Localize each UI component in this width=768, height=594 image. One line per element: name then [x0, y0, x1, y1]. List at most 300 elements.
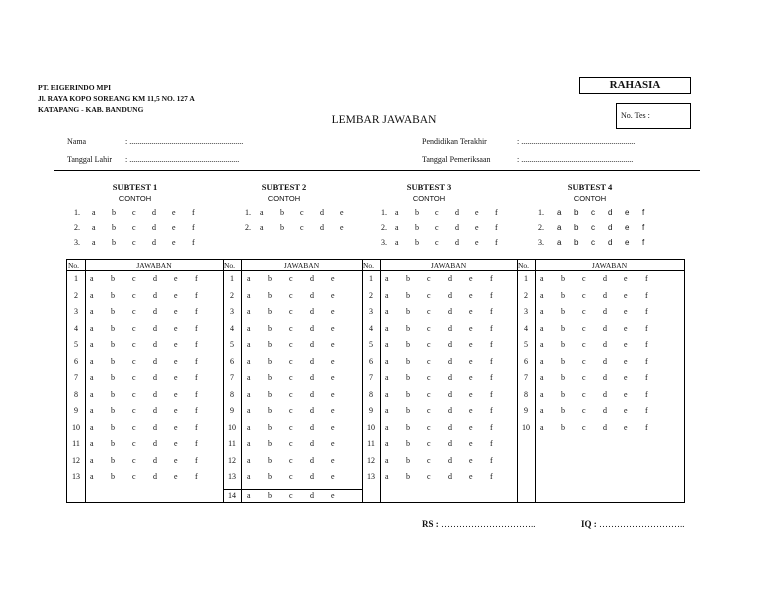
answer-option[interactable]: b — [111, 290, 115, 300]
answer-option[interactable]: c — [582, 422, 586, 432]
answer-option[interactable]: d — [448, 439, 452, 448]
answer-option[interactable]: e — [331, 422, 335, 432]
answer-option[interactable]: c — [132, 356, 136, 366]
answer-option[interactable]: f — [195, 323, 198, 333]
answer-option[interactable]: d — [310, 439, 314, 448]
answer-option[interactable]: a — [90, 323, 94, 333]
answer-option[interactable]: d — [310, 406, 314, 415]
answer-option[interactable]: d — [310, 356, 314, 366]
answer-option[interactable]: a — [385, 356, 389, 366]
answer-option[interactable]: a — [90, 389, 94, 399]
answer-option[interactable]: c — [427, 340, 431, 349]
answer-option[interactable]: f — [645, 422, 648, 432]
example-option[interactable]: c — [132, 223, 136, 232]
answer-option[interactable]: a — [90, 373, 94, 382]
answer-option[interactable]: d — [603, 307, 607, 316]
example-option[interactable]: d — [455, 238, 459, 247]
example-option[interactable]: b — [574, 238, 579, 247]
answer-option[interactable]: a — [90, 340, 94, 349]
example-option[interactable]: c — [591, 223, 595, 232]
example-option[interactable]: c — [435, 208, 439, 217]
answer-option[interactable]: d — [153, 389, 157, 399]
answer-option[interactable]: d — [448, 422, 452, 432]
answer-option[interactable]: b — [111, 389, 115, 399]
answer-option[interactable]: b — [406, 406, 410, 415]
answer-option[interactable]: b — [268, 356, 272, 366]
answer-option[interactable]: a — [90, 439, 94, 448]
answer-option[interactable]: c — [132, 323, 136, 333]
answer-option[interactable]: f — [645, 274, 648, 283]
answer-option[interactable]: e — [174, 356, 178, 366]
answer-option[interactable]: e — [469, 274, 473, 283]
answer-option[interactable]: c — [582, 274, 586, 283]
example-option[interactable]: d — [608, 238, 613, 247]
answer-option[interactable]: b — [111, 373, 115, 382]
answer-option[interactable]: b — [111, 472, 115, 481]
answer-option[interactable]: c — [289, 455, 293, 465]
answer-option[interactable]: f — [490, 422, 493, 432]
answer-option[interactable]: a — [540, 422, 544, 432]
answer-option[interactable]: b — [268, 389, 272, 399]
answer-option[interactable]: a — [247, 389, 251, 399]
answer-option[interactable]: b — [268, 274, 272, 283]
answer-option[interactable]: d — [448, 290, 452, 300]
example-option[interactable]: e — [475, 208, 479, 217]
answer-option[interactable]: d — [603, 356, 607, 366]
answer-option[interactable]: e — [469, 439, 473, 448]
example-option[interactable]: a — [260, 208, 264, 217]
answer-option[interactable]: b — [406, 323, 410, 333]
answer-option[interactable]: a — [385, 455, 389, 465]
answer-option[interactable]: b — [111, 323, 115, 333]
answer-option[interactable]: d — [153, 274, 157, 283]
answer-option[interactable]: c — [427, 439, 431, 448]
answer-option[interactable]: e — [469, 472, 473, 481]
answer-option[interactable]: e — [469, 389, 473, 399]
answer-option[interactable]: d — [310, 340, 314, 349]
answer-option[interactable]: b — [111, 439, 115, 448]
answer-option[interactable]: b — [406, 422, 410, 432]
answer-option[interactable]: a — [90, 356, 94, 366]
answer-option[interactable]: e — [469, 373, 473, 382]
example-option[interactable]: e — [625, 238, 630, 247]
field-tanggal-pemeriksaan[interactable] — [422, 155, 682, 165]
example-option[interactable]: b — [415, 223, 419, 232]
answer-option[interactable]: c — [289, 439, 293, 448]
answer-option[interactable]: c — [582, 406, 586, 415]
answer-option[interactable]: f — [645, 406, 648, 415]
answer-option[interactable]: f — [195, 455, 198, 465]
example-option[interactable]: d — [152, 223, 156, 232]
answer-option[interactable]: c — [289, 406, 293, 415]
answer-option[interactable]: e — [174, 389, 178, 399]
example-option[interactable]: a — [395, 238, 399, 247]
answer-option[interactable]: c — [289, 290, 293, 300]
answer-option[interactable]: d — [310, 373, 314, 382]
answer-option[interactable]: d — [603, 290, 607, 300]
answer-option[interactable]: e — [469, 356, 473, 366]
example-option[interactable]: d — [152, 238, 156, 247]
example-option[interactable]: a — [395, 223, 399, 232]
answer-option[interactable]: b — [268, 307, 272, 316]
example-option[interactable]: a — [92, 223, 96, 232]
example-option[interactable]: e — [172, 223, 176, 232]
example-option[interactable]: f — [495, 238, 498, 247]
answer-option[interactable]: c — [427, 373, 431, 382]
example-option[interactable]: e — [172, 208, 176, 217]
example-option[interactable]: d — [455, 223, 459, 232]
answer-option[interactable]: c — [132, 472, 136, 481]
example-option[interactable]: c — [300, 208, 304, 217]
answer-option[interactable]: d — [310, 389, 314, 399]
answer-option[interactable]: a — [247, 356, 251, 366]
answer-option[interactable]: f — [195, 472, 198, 481]
answer-option[interactable]: b — [111, 356, 115, 366]
answer-option[interactable]: b — [406, 340, 410, 349]
answer-option[interactable]: a — [247, 490, 251, 500]
answer-option[interactable]: d — [153, 406, 157, 415]
example-option[interactable]: a — [395, 208, 399, 217]
answer-option[interactable]: e — [331, 406, 335, 415]
answer-option[interactable]: c — [289, 274, 293, 283]
answer-option[interactable]: c — [427, 389, 431, 399]
answer-option[interactable]: c — [132, 389, 136, 399]
answer-option[interactable]: d — [153, 439, 157, 448]
answer-option[interactable]: c — [289, 356, 293, 366]
answer-option[interactable]: a — [385, 340, 389, 349]
answer-option[interactable]: f — [645, 373, 648, 382]
answer-option[interactable]: e — [469, 290, 473, 300]
answer-option[interactable]: f — [645, 323, 648, 333]
answer-option[interactable]: b — [406, 472, 410, 481]
answer-option[interactable]: f — [490, 356, 493, 366]
answer-option[interactable]: e — [174, 422, 178, 432]
answer-option[interactable]: d — [310, 422, 314, 432]
answer-option[interactable]: c — [289, 422, 293, 432]
answer-option[interactable]: b — [406, 439, 410, 448]
answer-option[interactable]: f — [490, 290, 493, 300]
answer-option[interactable]: b — [111, 307, 115, 316]
answer-option[interactable]: c — [132, 274, 136, 283]
answer-option[interactable]: f — [490, 406, 493, 415]
example-option[interactable]: c — [435, 238, 439, 247]
answer-option[interactable]: d — [603, 406, 607, 415]
answer-option[interactable]: c — [132, 439, 136, 448]
answer-option[interactable]: d — [310, 290, 314, 300]
answer-option[interactable]: c — [582, 340, 586, 349]
answer-option[interactable]: e — [331, 340, 335, 349]
answer-option[interactable]: b — [406, 373, 410, 382]
answer-option[interactable]: d — [153, 290, 157, 300]
answer-option[interactable]: b — [406, 455, 410, 465]
answer-option[interactable]: c — [289, 307, 293, 316]
example-option[interactable]: a — [92, 208, 96, 217]
answer-option[interactable]: d — [153, 422, 157, 432]
answer-option[interactable]: e — [624, 389, 628, 399]
field-pendidikan-value[interactable]: : ......................................................... — [517, 137, 636, 146]
answer-option[interactable]: d — [153, 356, 157, 366]
answer-option[interactable]: f — [490, 455, 493, 465]
answer-option[interactable]: e — [624, 307, 628, 316]
answer-option[interactable]: c — [132, 422, 136, 432]
answer-option[interactable]: e — [331, 323, 335, 333]
answer-option[interactable]: f — [490, 389, 493, 399]
answer-option[interactable]: d — [153, 307, 157, 316]
iq-dots[interactable]: ……………………….. — [599, 519, 685, 529]
answer-option[interactable]: c — [582, 307, 586, 316]
answer-option[interactable]: c — [427, 422, 431, 432]
answer-option[interactable]: f — [490, 274, 493, 283]
answer-option[interactable]: c — [289, 340, 293, 349]
example-option[interactable]: c — [435, 223, 439, 232]
answer-option[interactable]: a — [540, 290, 544, 300]
answer-option[interactable]: f — [645, 356, 648, 366]
answer-option[interactable]: b — [268, 455, 272, 465]
answer-option[interactable]: c — [132, 290, 136, 300]
field-pendidikan[interactable] — [422, 137, 682, 147]
answer-option[interactable]: d — [448, 307, 452, 316]
example-option[interactable]: d — [152, 208, 156, 217]
answer-option[interactable]: e — [331, 356, 335, 366]
field-tanggal-lahir[interactable] — [67, 155, 367, 165]
answer-option[interactable]: c — [427, 472, 431, 481]
answer-option[interactable]: a — [90, 290, 94, 300]
answer-option[interactable]: b — [406, 389, 410, 399]
answer-option[interactable]: d — [310, 472, 314, 481]
answer-option[interactable]: e — [331, 439, 335, 448]
answer-option[interactable]: e — [174, 307, 178, 316]
answer-option[interactable]: b — [561, 323, 565, 333]
answer-option[interactable]: e — [174, 290, 178, 300]
answer-option[interactable]: e — [331, 455, 335, 465]
answer-option[interactable]: d — [603, 323, 607, 333]
answer-option[interactable]: e — [469, 307, 473, 316]
answer-option[interactable]: a — [90, 422, 94, 432]
answer-option[interactable]: a — [385, 307, 389, 316]
answer-option[interactable]: f — [195, 422, 198, 432]
answer-option[interactable]: c — [427, 307, 431, 316]
answer-option[interactable]: d — [448, 356, 452, 366]
answer-option[interactable]: e — [174, 472, 178, 481]
answer-option[interactable]: d — [603, 389, 607, 399]
answer-option[interactable]: b — [406, 290, 410, 300]
answer-option[interactable]: b — [406, 356, 410, 366]
example-option[interactable]: f — [642, 238, 645, 247]
field-nama-value[interactable]: : ......................................................... — [125, 137, 244, 146]
answer-option[interactable]: c — [289, 490, 293, 500]
answer-option[interactable]: a — [385, 274, 389, 283]
example-option[interactable]: b — [112, 208, 116, 217]
answer-option[interactable]: c — [582, 290, 586, 300]
answer-option[interactable]: b — [268, 490, 272, 500]
example-option[interactable]: e — [475, 238, 479, 247]
answer-option[interactable]: e — [331, 290, 335, 300]
answer-option[interactable]: b — [561, 406, 565, 415]
rs-dots[interactable]: ………………………….. — [438, 519, 536, 529]
answer-option[interactable]: f — [645, 389, 648, 399]
answer-option[interactable]: a — [247, 274, 251, 283]
answer-option[interactable]: b — [561, 307, 565, 316]
example-option[interactable]: d — [320, 208, 324, 217]
answer-option[interactable]: c — [132, 340, 136, 349]
answer-option[interactable]: f — [195, 406, 198, 415]
answer-option[interactable]: a — [540, 274, 544, 283]
answer-option[interactable]: c — [427, 356, 431, 366]
answer-option[interactable]: e — [174, 406, 178, 415]
answer-option[interactable]: c — [427, 406, 431, 415]
answer-option[interactable]: b — [268, 406, 272, 415]
answer-option[interactable]: f — [490, 340, 493, 349]
answer-option[interactable]: a — [385, 290, 389, 300]
answer-option[interactable]: f — [645, 307, 648, 316]
answer-option[interactable]: d — [310, 323, 314, 333]
answer-option[interactable]: e — [624, 340, 628, 349]
answer-option[interactable]: f — [195, 274, 198, 283]
example-option[interactable]: c — [591, 208, 595, 217]
answer-option[interactable]: f — [490, 307, 493, 316]
answer-option[interactable]: f — [490, 439, 493, 448]
answer-option[interactable]: b — [268, 323, 272, 333]
answer-option[interactable]: a — [540, 323, 544, 333]
answer-option[interactable]: a — [385, 406, 389, 415]
answer-option[interactable]: d — [603, 422, 607, 432]
answer-option[interactable]: a — [247, 406, 251, 415]
example-option[interactable]: e — [172, 238, 176, 247]
answer-option[interactable]: e — [469, 340, 473, 349]
answer-option[interactable]: d — [448, 472, 452, 481]
answer-option[interactable]: a — [385, 389, 389, 399]
example-option[interactable]: a — [260, 223, 264, 232]
answer-option[interactable]: e — [469, 422, 473, 432]
answer-option[interactable]: f — [645, 340, 648, 349]
answer-option[interactable]: a — [247, 472, 251, 481]
answer-option[interactable]: d — [153, 455, 157, 465]
field-tanggal-pemeriksaan-value[interactable]: : ........................................................ — [517, 155, 634, 164]
example-option[interactable]: f — [495, 208, 498, 217]
answer-option[interactable]: e — [624, 274, 628, 283]
answer-option[interactable]: c — [289, 323, 293, 333]
answer-option[interactable]: a — [540, 356, 544, 366]
answer-option[interactable]: d — [448, 455, 452, 465]
answer-option[interactable]: a — [247, 290, 251, 300]
answer-option[interactable]: e — [624, 290, 628, 300]
answer-option[interactable]: b — [561, 290, 565, 300]
answer-option[interactable]: a — [385, 323, 389, 333]
answer-option[interactable]: f — [195, 356, 198, 366]
example-option[interactable]: b — [574, 208, 579, 217]
answer-option[interactable]: a — [247, 323, 251, 333]
example-option[interactable]: f — [495, 223, 498, 232]
example-option[interactable]: b — [415, 208, 419, 217]
answer-option[interactable]: a — [385, 439, 389, 448]
answer-option[interactable]: f — [490, 472, 493, 481]
answer-option[interactable]: a — [385, 422, 389, 432]
answer-option[interactable]: e — [174, 455, 178, 465]
answer-option[interactable]: b — [268, 373, 272, 382]
example-option[interactable]: f — [192, 208, 195, 217]
answer-option[interactable]: c — [582, 389, 586, 399]
answer-option[interactable]: d — [310, 490, 314, 500]
answer-option[interactable]: e — [174, 323, 178, 333]
example-option[interactable]: c — [132, 208, 136, 217]
answer-option[interactable]: b — [111, 340, 115, 349]
example-option[interactable]: e — [340, 223, 344, 232]
answer-option[interactable]: a — [540, 389, 544, 399]
example-option[interactable]: b — [280, 223, 284, 232]
answer-option[interactable]: e — [174, 373, 178, 382]
answer-option[interactable]: c — [132, 307, 136, 316]
example-option[interactable]: f — [642, 223, 645, 232]
answer-option[interactable]: b — [268, 472, 272, 481]
example-option[interactable]: a — [92, 238, 96, 247]
answer-option[interactable]: a — [385, 472, 389, 481]
answer-option[interactable]: b — [111, 422, 115, 432]
answer-option[interactable]: f — [195, 307, 198, 316]
answer-option[interactable]: f — [195, 389, 198, 399]
answer-option[interactable]: c — [582, 356, 586, 366]
answer-option[interactable]: e — [624, 373, 628, 382]
example-option[interactable]: b — [112, 238, 116, 247]
answer-option[interactable]: c — [289, 472, 293, 481]
answer-option[interactable]: c — [132, 373, 136, 382]
answer-option[interactable]: d — [310, 455, 314, 465]
answer-option[interactable]: c — [427, 274, 431, 283]
answer-option[interactable]: f — [490, 373, 493, 382]
answer-option[interactable]: b — [561, 373, 565, 382]
example-option[interactable]: d — [455, 208, 459, 217]
answer-option[interactable]: b — [268, 340, 272, 349]
answer-option[interactable]: d — [448, 274, 452, 283]
example-option[interactable]: f — [192, 238, 195, 247]
answer-option[interactable]: b — [561, 274, 565, 283]
answer-option[interactable]: f — [195, 290, 198, 300]
example-option[interactable]: e — [625, 223, 630, 232]
answer-option[interactable]: d — [310, 307, 314, 316]
answer-option[interactable]: e — [624, 356, 628, 366]
answer-option[interactable]: a — [540, 340, 544, 349]
example-option[interactable]: e — [475, 223, 479, 232]
answer-option[interactable]: e — [331, 307, 335, 316]
example-option[interactable]: b — [280, 208, 284, 217]
answer-option[interactable]: b — [111, 274, 115, 283]
answer-option[interactable]: a — [247, 455, 251, 465]
answer-option[interactable]: e — [624, 406, 628, 415]
answer-option[interactable]: c — [427, 455, 431, 465]
answer-option[interactable]: a — [247, 439, 251, 448]
field-nama[interactable] — [67, 137, 367, 147]
example-option[interactable]: a — [557, 208, 562, 217]
example-option[interactable]: b — [112, 223, 116, 232]
answer-option[interactable]: a — [90, 307, 94, 316]
answer-option[interactable]: a — [90, 472, 94, 481]
answer-option[interactable]: c — [427, 290, 431, 300]
answer-option[interactable]: a — [90, 455, 94, 465]
answer-option[interactable]: f — [645, 290, 648, 300]
answer-option[interactable]: e — [331, 490, 335, 500]
example-option[interactable]: e — [625, 208, 630, 217]
answer-option[interactable]: b — [111, 455, 115, 465]
answer-option[interactable]: e — [174, 274, 178, 283]
answer-option[interactable]: d — [153, 373, 157, 382]
answer-option[interactable]: e — [174, 340, 178, 349]
answer-option[interactable]: d — [448, 406, 452, 415]
example-option[interactable]: d — [320, 223, 324, 232]
answer-option[interactable]: d — [153, 472, 157, 481]
answer-option[interactable]: e — [469, 323, 473, 333]
answer-option[interactable]: b — [561, 340, 565, 349]
answer-option[interactable]: e — [624, 422, 628, 432]
answer-option[interactable]: a — [247, 373, 251, 382]
